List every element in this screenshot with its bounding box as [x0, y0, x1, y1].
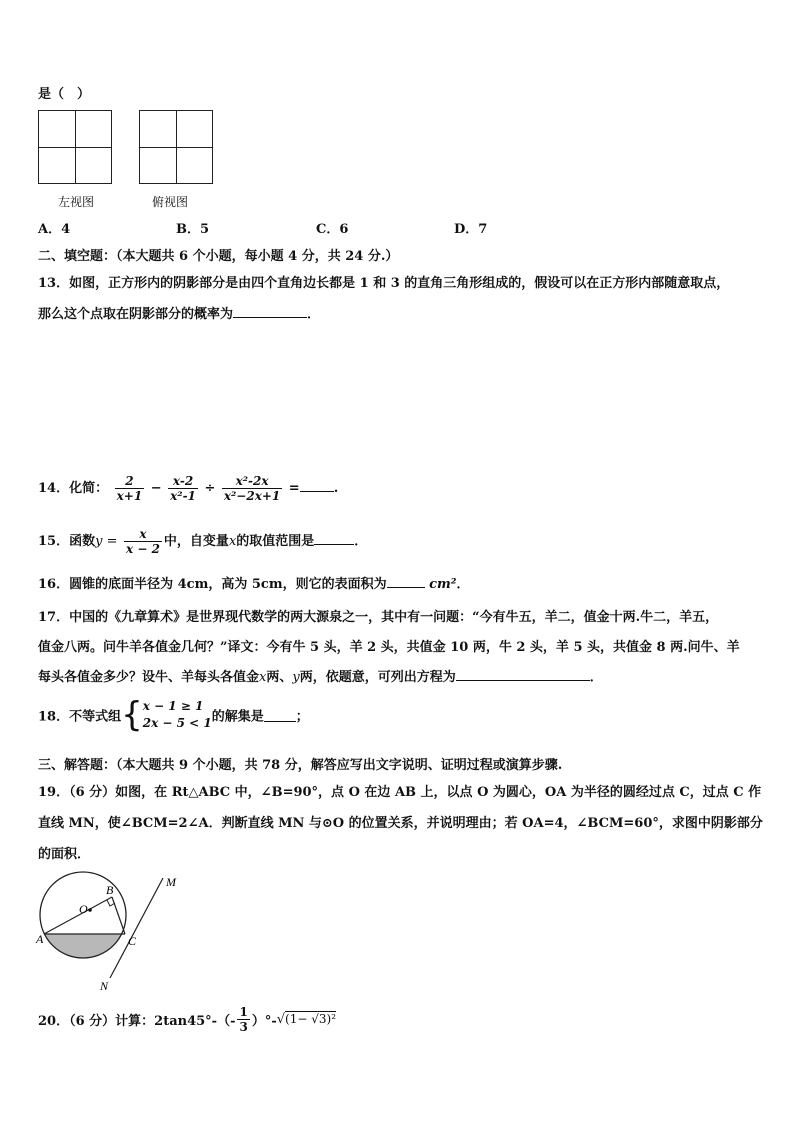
- q19-line3: 的面积．: [38, 847, 91, 862]
- top-view-caption: 俯视图: [152, 195, 189, 209]
- inequality-system: x − 1 ≥ 1 2x − 5 < 1: [142, 699, 212, 730]
- top-view-figure: [139, 110, 213, 184]
- segment-bc: [112, 897, 125, 934]
- q14-line: 14．化简： $\frac{2}{x+1}$ − $\frac{x-2}{\text{x²-1}}$ ÷ $\frac{\text{x²-2x}}{\text{x²−2x+1}}$ = .: [38, 474, 339, 503]
- label-b: B: [106, 883, 114, 897]
- left-view-caption: 左视图: [58, 195, 95, 209]
- q20-fraction: $\frac{1}{3}$: [239, 1005, 248, 1034]
- q13-line2: 那么这个点取在阴影部分的概率为 ．: [38, 303, 320, 322]
- answer-blank[interactable]: [456, 667, 590, 681]
- option-c: C．6: [316, 222, 349, 237]
- label-o: O: [79, 902, 88, 916]
- q19-line2: 直线 MN，使∠BCM=2∠A．判断直线 MN 与⊙O 的位置关系，并说明理由；若 OA=4，∠BCM=60°，求图中阴影部分: [38, 816, 763, 831]
- option-b: B．5: [176, 222, 210, 237]
- q16-line: 16．圆锥的底面半径为 4cm，高为 5cm，则它的表面积为 cm²．: [38, 573, 470, 592]
- answer-blank[interactable]: [233, 304, 307, 318]
- q15-fraction: $\frac{x}{x - 2}$: [126, 527, 160, 556]
- system-brace: {: [121, 695, 143, 735]
- q14-fraction-3: $\frac{\text{x²-2x}}{\text{x²−2x+1}}$: [223, 474, 281, 503]
- section3-heading: 三、解答题：（本大题共 9 个小题，共 78 分，解答应写出文字说明、证明过程或演算步骤.: [38, 758, 563, 773]
- label-a: A: [36, 932, 44, 946]
- answer-blank[interactable]: [264, 708, 296, 722]
- q14-fraction-1: $\frac{2}{x+1}$: [116, 474, 143, 503]
- segment-ab: [44, 897, 112, 934]
- q17-line1: 17．中国的《九章算术》是世界现代数学的两大源泉之一，其中有一问题：“今有牛五，羊二，值金十两.牛二，羊五，: [38, 610, 719, 625]
- q17-line2: 值金八两。问牛羊各值金几何？”译文：今有牛 5 头，羊 2 头，共值金 10 两，牛 2 头，羊 5 头，共值金 8 两.问牛、羊: [38, 640, 740, 655]
- answer-blank[interactable]: [387, 574, 425, 588]
- answer-blank[interactable]: [314, 531, 354, 545]
- shaded-segment: [30, 934, 190, 994]
- center-point-o: [88, 908, 92, 912]
- option-a: A．4: [38, 222, 71, 237]
- label-c: C: [128, 934, 137, 948]
- left-view-figure: [38, 110, 112, 184]
- q18-line: 18．不等式组{ x − 1 ≥ 1 2x − 5 < 1 的解集是 ；: [38, 695, 309, 735]
- q17-line3: 每头各值金多少？设牛、羊每头各值金x两、y两，依题意，可列出方程为 ．: [38, 666, 603, 685]
- q13-line1: 13．如图，正方形内的阴影部分是由四个直角边长都是 1 和 3 的直角三角形组成的，假设可以在正方形内部随意取点，: [38, 276, 730, 291]
- circle-tangent-figure: [30, 868, 190, 996]
- answer-blank[interactable]: [300, 478, 334, 492]
- label-n: N: [100, 979, 109, 993]
- q19-line1: 19．（6 分）如图，在 Rt△ABC 中，∠B=90°，点 O 在边 AB 上，以点 O 为圆心，OA 为半径的圆经过点 C，过点 C 作: [38, 785, 762, 800]
- section2-heading: 二、填空题：（本大题共 6 个小题，每小题 4 分，共 24 分.）: [38, 249, 399, 264]
- option-d: D．7: [454, 222, 488, 237]
- line-mn: [110, 878, 163, 978]
- sqrt-sign: √(1− √3)²: [276, 1012, 337, 1027]
- q14-fraction-2: $\frac{x-2}{\text{x²-1}}$: [170, 474, 196, 503]
- q15-line: 15．函数y = $\frac{x}{x - 2}$ 中，自变量x的取值范围是 ．: [38, 527, 368, 556]
- q12-stem-end: 是（ ）: [38, 87, 91, 102]
- q20-line: 20．（6 分）计算：2tan45°-（- $\frac{1}{3}$ ）°-√(1− √3)²: [38, 1005, 337, 1034]
- label-m: M: [166, 875, 176, 889]
